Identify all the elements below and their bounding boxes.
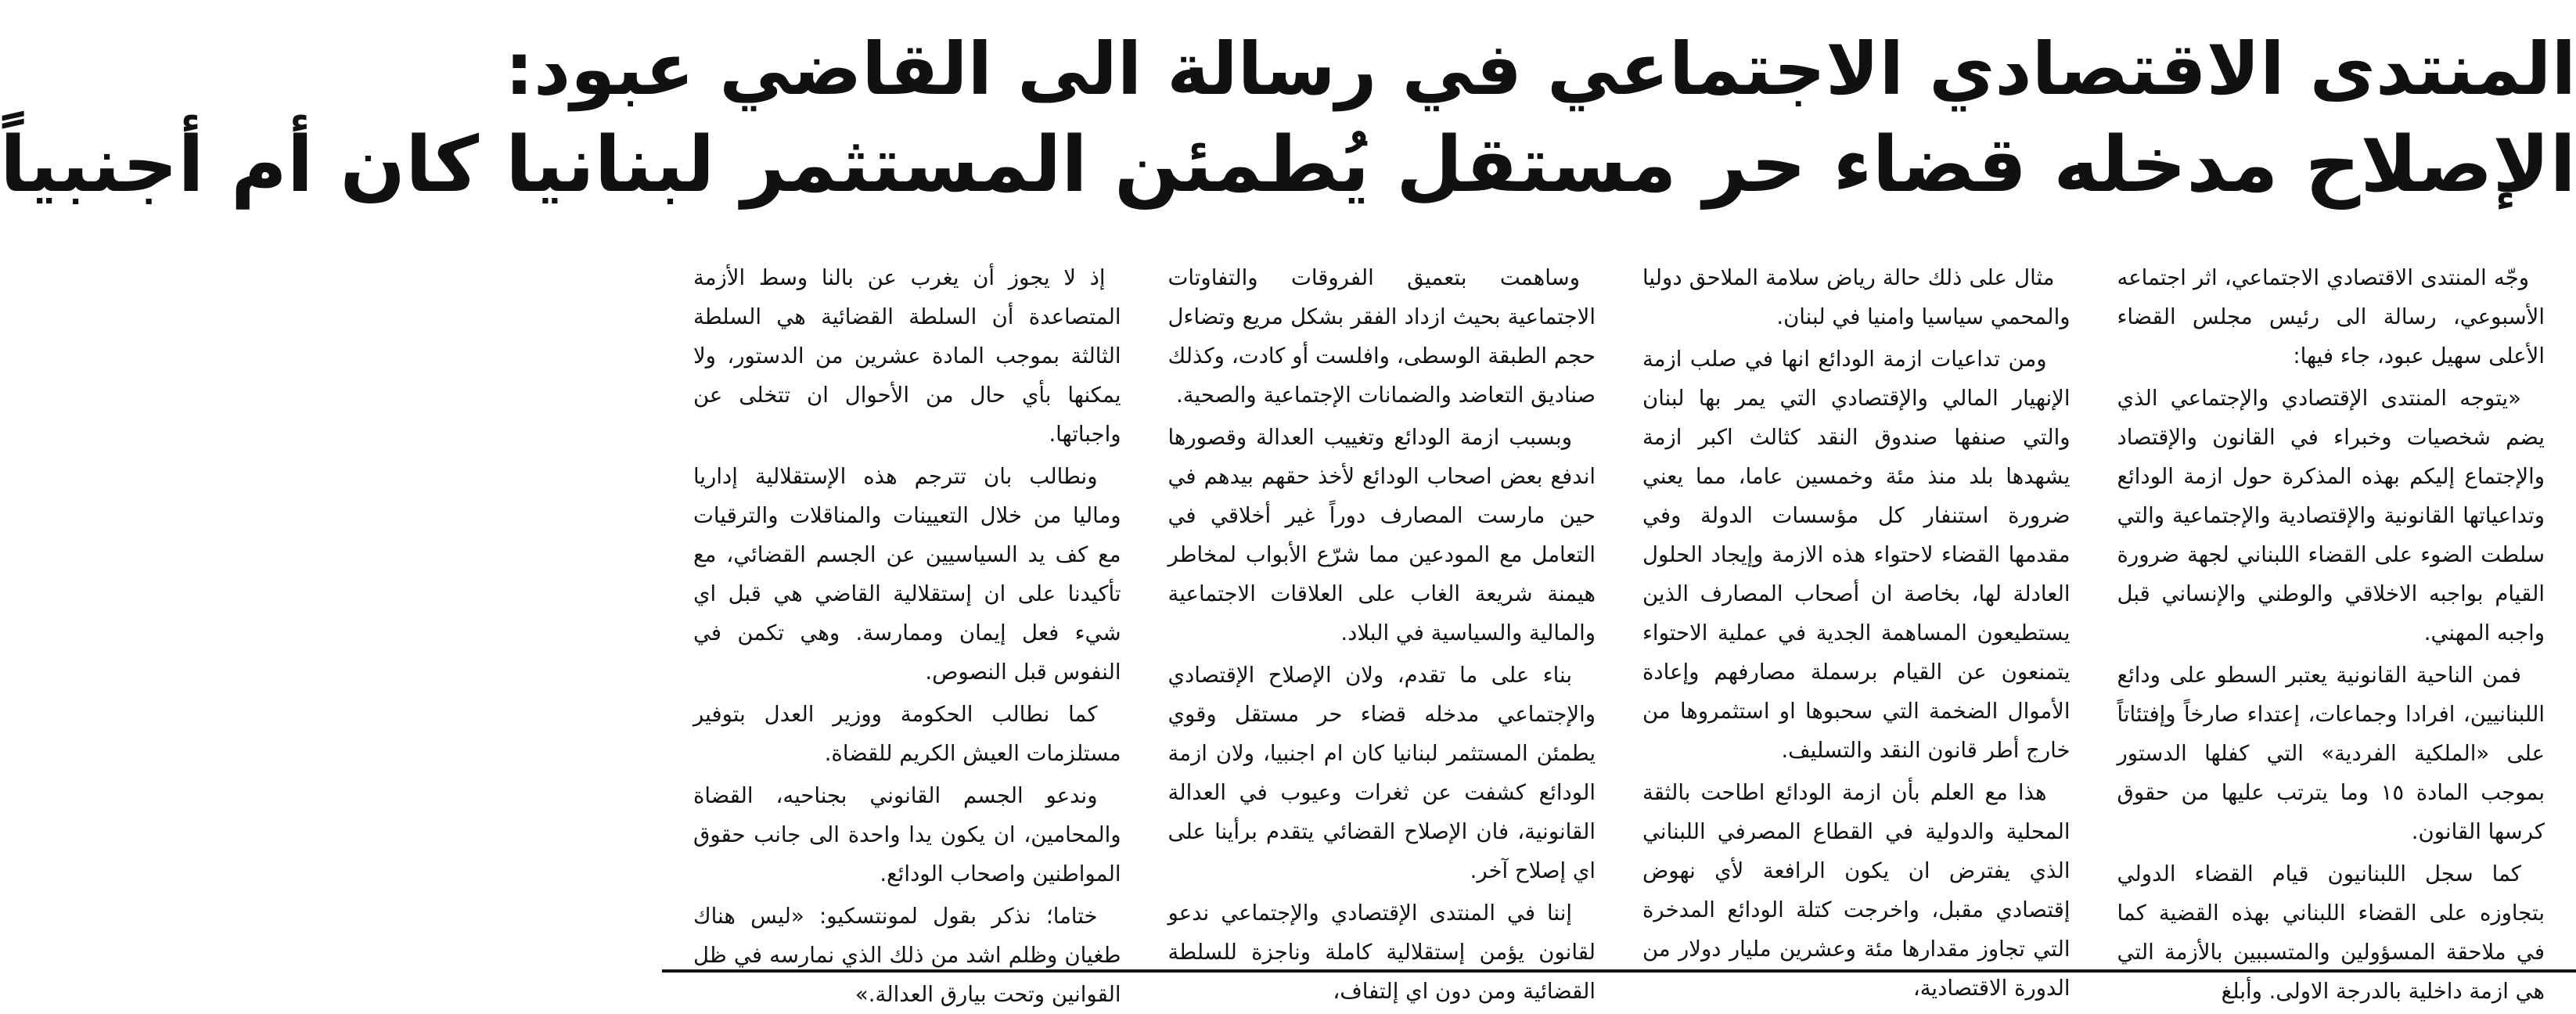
paragraph: وساهمت بتعميق الفروقات والتفاوتات الاجتماعية بحيث ازداد الفقر بشكل مريع وتضاءل حجم الطبقة الوسطى، وافلست أو كادت، وكذلك صناديق التعاضد والضمانات الإجتماعية والصحية. bbox=[1167, 265, 1596, 408]
paragraph: هذا مع العلم بأن ازمة الودائع اطاحت بالثقة المحلية والدولية في القطاع المصرفي اللبناني الذي يفترض ان يكون الرافعة لأي نهوض إقتصادي مقبل، واخرجت كتلة الودائع المدخرة التي تجاوز مقدارها مئة وعشرين مليار دولار من الدورة الاقتصادية، bbox=[1642, 780, 2071, 1001]
headline-line-1: المنتدى الاقتصادي الاجتماعي في رسالة الى القاضي عبود: bbox=[505, 27, 2576, 111]
paragraph: ختاما؛ نذكر بقول لمونتسكيو: «ليس هناك طغيان وظلم اشد من ذلك الذي نمارسه في ظل القوانين وتحت بيارق العدالة.» bbox=[693, 904, 1121, 1007]
paragraph: وندعو الجسم القانوني بجناحيه، القضاة والمحامين، ان يكون يدا واحدة الى جانب حقوق المواطنين واصحاب الودائع. bbox=[693, 783, 1121, 886]
paragraph: كما سجل اللبنانيون قيام القضاء الدولي بتجاوزه على القضاء اللبناني بهذه القضية كما في ملاحقة المسؤولين والمتسببين بالأزمة التي هي ازمة داخلية بالدرجة الاولى. وأبلغ bbox=[2117, 861, 2545, 1004]
paragraph: بناء على ما تقدم، ولان الإصلاح الإقتصادي والإجتماعي مدخله قضاء حر مستقل وقوي يطمئن المستثمر لبنانيا كان ام اجنبيا، ولان ازمة الودائع كشفت عن ثغرات وعيوب في العدالة القانونية، فان الإصلاح القضائي يتقدم برأينا على اي إصلاح آخر. bbox=[1167, 663, 1596, 883]
paragraph: فمن الناحية القانونية يعتبر السطو على ودائع اللبنانيين، افرادا وجماعات، إعتداء صارخاً وإفتئاتاً على «الملكية الفردية» التي كفلها الدستور بموجب المادة ١٥ وما يترتب عليها من حقوق كرسها القانون. bbox=[2117, 663, 2545, 844]
paragraph: وبسبب ازمة الودائع وتغييب العدالة وقصورها اندفع بعض اصحاب الودائع لأخذ حقهم بيدهم في حين مارست المصارف دوراً غير أخلاقي في التعامل مع المودعين مما شرّع الأبواب لمخاطر هيمنة شريعة الغاب على العلاقات الاجتماعية والمالية والسياسية في البلاد. bbox=[1167, 425, 1596, 645]
article-columns bbox=[693, 258, 2545, 1007]
paragraph: إذ لا يجوز أن يغرب عن بالنا وسط الأزمة المتصاعدة أن السلطة القضائية هي السلطة الثالثة بموجب المادة عشرين من الدستور، ولا يمكنها بأي حال من الأحوال ان تتخلى عن واجباتها. bbox=[693, 265, 1121, 447]
paragraph: ومن تداعيات ازمة الودائع انها في صلب ازمة الإنهيار المالي والإقتصادي التي يمر بها لبنان والتي صنفها صندوق النقد كثالث اكبر ازمة يشهدها بلد منذ مئة وخمسين عاما، مما يعني ضرورة استنفار كل مؤسسات الدولة وفي مقدمها القضاء لاحتواء هذه الازمة وإيجاد الحلول العادلة لها، بخاصة ان أصحاب المصارف الذين يستطيعون المساهمة الجدية في عملية الاحتواء يتمنعون عن القيام برسملة مصارفهم وإعادة الأموال الضخمة التي سحبوها او استثمروها من خارج أطر قانون النقد والتسليف. bbox=[1642, 347, 2071, 763]
article-column-1 bbox=[2117, 258, 2545, 1004]
paragraph: ونطالب بان تترجم هذه الإستقلالية إداريا وماليا من خلال التعيينات والمناقلات والترقيات مع كف يد السياسيين عن الجسم القضائي، مع تأكيدنا على ان إستقلالية القاضي هي قبل اي شيء فعل إيمان وممارسة. وهي تكمن في النفوس قبل النصوص. bbox=[693, 464, 1121, 685]
bottom-rule bbox=[662, 969, 2576, 973]
paragraph: كما نطالب الحكومة ووزير العدل بتوفير مستلزمات العيش الكريم للقضاة. bbox=[693, 702, 1121, 766]
article-column-3 bbox=[1167, 258, 1596, 1004]
paragraph: مثال على ذلك حالة رياض سلامة الملاحق دوليا والمحمي سياسيا وامنيا في لبنان. bbox=[1642, 265, 2071, 329]
paragraph: «يتوجه المنتدى الإقتصادي والإجتماعي الذي يضم شخصيات وخبراء في القانون والإقتصاد والإجتماع إليكم بهذه المذكرة حول ازمة الودائع وتداعياتها القانونية والإقتصادية والإجتماعية والتي سلطت الضوء على القضاء اللبناني لجهة ضرورة القيام بواجبه الاخلاقي والوطني والإنساني قبل واجبه المهني. bbox=[2117, 386, 2545, 645]
article-column-2 bbox=[1642, 258, 2071, 1001]
paragraph: وجّه المنتدى الاقتصادي الاجتماعي، اثر اجتماعه الأسبوعي، رسالة الى رئيس مجلس القضاء الأعلى سهيل عبود، جاء فيها: bbox=[2117, 265, 2545, 369]
paragraph: إننا في المنتدى الإقتصادي والإجتماعي ندعو لقانون يؤمن إستقلالية كاملة وناجزة للسلطة القضائية ومن دون اي إلتفاف، bbox=[1167, 901, 1596, 1004]
article-column-4 bbox=[693, 258, 1121, 1007]
headline-block bbox=[0, 23, 2576, 214]
headline-line-2: الإصلاح مدخله قضاء حر مستقل يُطمئن المستثمر لبنانيا كان أم أجنبياً bbox=[0, 120, 2576, 210]
